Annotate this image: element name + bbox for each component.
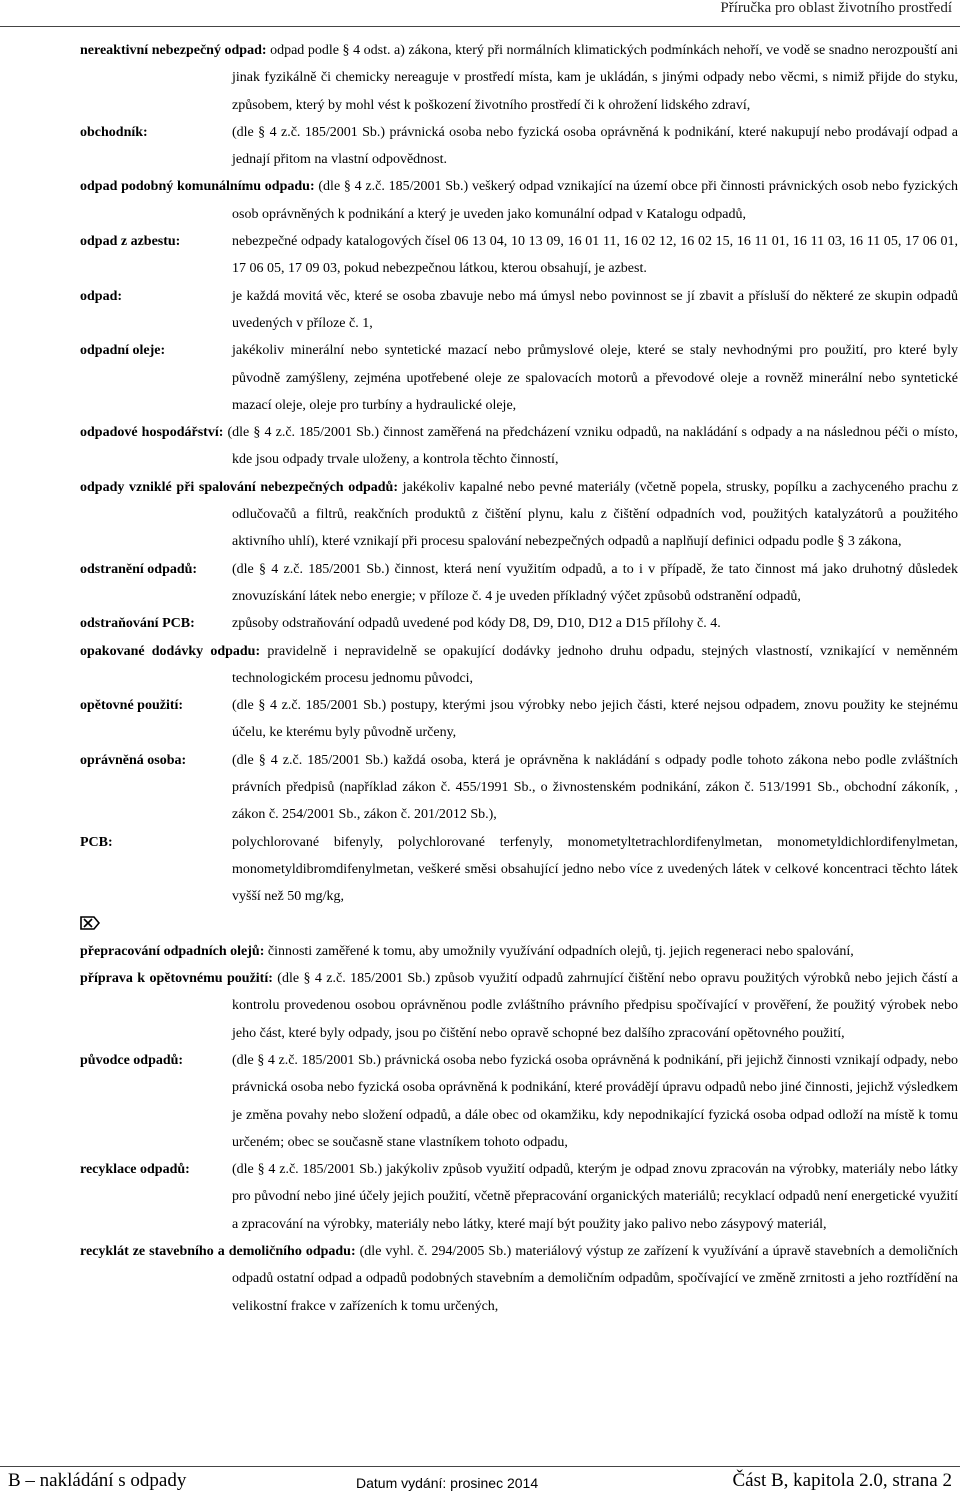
glossary-definition: jakékoliv kapalné nebo pevné materiály (včetně popela, strusky, popílku a zachyceného prachu z odlučovačů a filtrů, reakčních produktů z čištění plynu, kalu z čištění odpadních vod, použitých katalyzátorů a použitého aktivního uhlí), které vznikají při procesu spalování nebezpečných odpadů a naplňují definici odpadu podle § 3 zákona, xyxy=(232,479,959,550)
glossary-definition: (dle § 4 z.č. 185/2001 Sb.) činnost zaměřená na předcházení vzniku odpadů, na nakládání s odpady a na následnou péči o místo, kde jsou odpady trvale uloženy, a kontrola těchto činností, xyxy=(227,425,959,468)
glossary-definition: činnosti zaměřené k tomu, aby umožnily využívání odpadních olejů, tj. jejich regeneraci nebo spalování, xyxy=(267,943,854,959)
glossary-definition: (dle § 4 z.č. 185/2001 Sb.) činnost, která není využitím odpadů, a to i v případě, že tato činnost má jako druhotný důsledek znovuzískání látek nebo energie; v příloze č. 4 je uveden příkladný výčet způsobů odstranění odpadů, xyxy=(232,561,958,604)
glossary-definition: (dle § 4 z.č. 185/2001 Sb.) každá osoba, která je oprávněna k nakládání s odpady podle tohoto zákona nebo podle zvláštních právních předpisů (například zákon č. 455/1991 Sb., o živnostenském podnikání, zákon č. 513/1991 Sb., obchodní zákoník, , zákon č. 254/2001 Sb., zákon č. 201/2012 Sb.), xyxy=(232,752,958,823)
glossary-entry xyxy=(80,692,958,747)
glossary-entry xyxy=(80,337,958,419)
glossary-term: příprava k opětovnému použití: xyxy=(80,971,273,987)
footer-section: B – nakládání s odpady xyxy=(8,1470,187,1491)
glossary-definition: způsoby odstraňování odpadů uvedené pod kódy D8, D9, D10, D12 a D15 přílohy č. 4. xyxy=(232,616,721,632)
glossary-term: opětovné použití: xyxy=(80,698,184,714)
glossary-term: původce odpadů: xyxy=(80,1052,184,1068)
glossary-term: odstranění odpadů: xyxy=(80,561,198,577)
glossary-entry xyxy=(80,173,958,228)
footer-page: Část B, kapitola 2.0, strana 2 xyxy=(732,1470,952,1491)
glossary-term: recyklát ze stavebního a demoličního odpadu: xyxy=(80,1244,356,1260)
glossary-entry xyxy=(80,965,958,1047)
glossary-entry xyxy=(80,638,958,693)
glossary-entry xyxy=(80,474,958,556)
glossary-definition: (dle § 4 z.č. 185/2001 Sb.) veškerý odpad vznikající na území obce při činnosti právnických osob nebo fyzických osob oprávněných k podnikání a který je uveden jako komunální odpad v Katalogu odpadů, xyxy=(232,179,959,222)
glossary-entry xyxy=(80,119,958,174)
header-rule xyxy=(0,26,960,27)
glossary-definition: (dle § 4 z.č. 185/2001 Sb.) jakýkoliv způsob využití odpadů, kterým je odpad znovu zpracován na výrobky, materiály nebo látky pro původní nebo jiné účely jejich použití, včetně přepracování organických materiálů; recyklací odpadů není energetické využití a zpracování na výrobky, materiály nebo látky, které mají být použity jako palivo nebo zásypový materiál, xyxy=(232,1162,958,1232)
glossary-entry xyxy=(80,228,958,283)
edit-pencil-icon xyxy=(80,911,958,938)
glossary-term: odpadní oleje: xyxy=(80,343,166,359)
glossary-term: odpad z azbestu: xyxy=(80,234,181,250)
glossary-term: nereaktivní nebezpečný odpad: xyxy=(80,43,267,58)
glossary-term: opakované dodávky odpadu: xyxy=(80,643,261,659)
glossary-term: odpad podobný komunálnímu odpadu: xyxy=(80,179,315,195)
glossary-entry xyxy=(80,829,958,911)
glossary-body xyxy=(80,37,958,1320)
glossary-entry xyxy=(80,610,958,637)
glossary-definition: pravidelně i nepravidelně se opakující dodávky jednoho druhu odpadu, stejných vlastností, vznikající v neměnném technologickém procesu jednomu původci, xyxy=(232,643,958,686)
running-header: Příručka pro oblast životního prostředí xyxy=(720,0,952,16)
glossary-definition: nebezpečné odpady katalogových čísel 06 13 04, 10 13 09, 16 01 11, 16 02 12, 16 02 15, 16 11 01, 16 11 03, 16 11 05, 17 06 01, 17 06 05, 17 09 03, pokud nebezpečnou látkou, kterou obsahují, je azbest. xyxy=(232,234,958,277)
glossary-term: odstraňování PCB: xyxy=(80,616,195,632)
glossary-entry xyxy=(80,283,958,338)
page-footer xyxy=(0,1470,960,1492)
glossary-term: PCB: xyxy=(80,834,113,850)
glossary-definition: odpad podle § 4 odst. a) zákona, který při normálních klimatických podmínkách nehoří, ve vodě se snadno nerozpouští ani jinak fyzikálně či chemicky nereaguje v prostředí místa, kam je ukládán, s jinými odpady nebo věcmi, s nimiž přijde do styku, způsobem, který by mohl vést k poškození životního prostředí či k ohrožení lidského zdraví, xyxy=(232,43,959,113)
glossary-term: přepracování odpadních olejů: xyxy=(80,943,265,959)
footer-rule xyxy=(0,1466,960,1467)
glossary-entry xyxy=(80,1238,958,1320)
glossary-term: recyklace odpadů: xyxy=(80,1162,190,1178)
glossary-entry xyxy=(80,37,958,119)
glossary-entry xyxy=(80,747,958,829)
glossary-term: odpad: xyxy=(80,288,123,304)
glossary-entry xyxy=(80,556,958,611)
footer-date: Datum vydání: prosinec 2014 xyxy=(356,1475,539,1491)
glossary-entry xyxy=(80,419,958,474)
glossary-entry xyxy=(80,1047,958,1156)
glossary-entry xyxy=(80,1156,958,1238)
glossary-definition: (dle § 4 z.č. 185/2001 Sb.) právnická osoba nebo fyzická osoba oprávněná k podnikání, které nakupují nebo prodávají odpad a jednají přitom na vlastní odpovědnost. xyxy=(232,124,958,168)
glossary-definition: jakékoliv minerální nebo syntetické mazací nebo průmyslové oleje, které se staly nevhodnými pro použití, pro které byly původně zamýšleny, zejména upotřebené oleje ze spalovacích motorů a převodové oleje a rovněž minerální nebo syntetické mazací oleje, oleje pro turbíny a hydraulické oleje, xyxy=(232,343,958,413)
glossary-definition: (dle vyhl. č. 294/2005 Sb.) materiálový výstup ze zařízení k využívání a úpravě stavebních a demoličních odpadů ostatní odpad a odpadů podobných stavebním a demoličním odpadům, spočívající ve změně zrnitosti a jeho roztřídění na velikostní frakce v zařízeních k tomu určených, xyxy=(232,1244,958,1314)
glossary-entry xyxy=(80,938,958,965)
glossary-definition: polychlorované bifenyly, polychlorované terfenyly, monometyltetrachlordifenylmetan, monometyldichlordifenylmetan, monometyldibromdifenylmetan, veškeré směsi obsahující jedno nebo více z uvedených látek v celkové koncentraci těchto látek vyšší než 50 mg/kg, xyxy=(232,834,958,905)
glossary-term: odpadové hospodářství: xyxy=(80,425,224,441)
glossary-definition: (dle § 4 z.č. 185/2001 Sb.) právnická osoba nebo fyzická osoba oprávněná k podnikání, při jejichž činnosti vznikají odpady, nebo právnická osoba nebo fyzická osoba oprávněná k podnikání, které provádějí úpravu odpadů nebo jiné činnosti, jejichž výsledkem je změna povahy nebo složení odpadů, a dále obec od okamžiku, kdy nepodnikající fyzická osoba odpad odloží na místě k tomu určeném; obec se současně stane vlastníkem tohoto odpadu, xyxy=(232,1052,958,1150)
glossary-definition: (dle § 4 z.č. 185/2001 Sb.) postupy, kterými jsou výrobky nebo jejich části, které nejsou odpadem, znovu použity ke stejnému účelu, ke kterému byly původně určeny, xyxy=(232,698,958,741)
glossary-definition: je každá movitá věc, které se osoba zbavuje nebo má úmysl nebo povinnost se jí zbavit a přísluší do některé ze skupin odpadů uvedených v příloze č. 1, xyxy=(232,288,958,331)
glossary-term: obchodník: xyxy=(80,124,148,140)
glossary-definition: (dle § 4 z.č. 185/2001 Sb.) způsob využití odpadů zahrnující čištění nebo opravu použitých výrobků nebo jejich částí a kontrolu provedenou osobou oprávněnou podle zvláštního právního předpisu spočívající v prověření, že použitý výrobek nebo jeho část, které byly odpady, jsou po čištění nebo opravě schopné bez dalšího zpracování opětovného použití, xyxy=(232,971,958,1041)
glossary-term: oprávněná osoba: xyxy=(80,752,187,768)
glossary-term: odpady vzniklé při spalování nebezpečných odpadů: xyxy=(80,479,399,495)
